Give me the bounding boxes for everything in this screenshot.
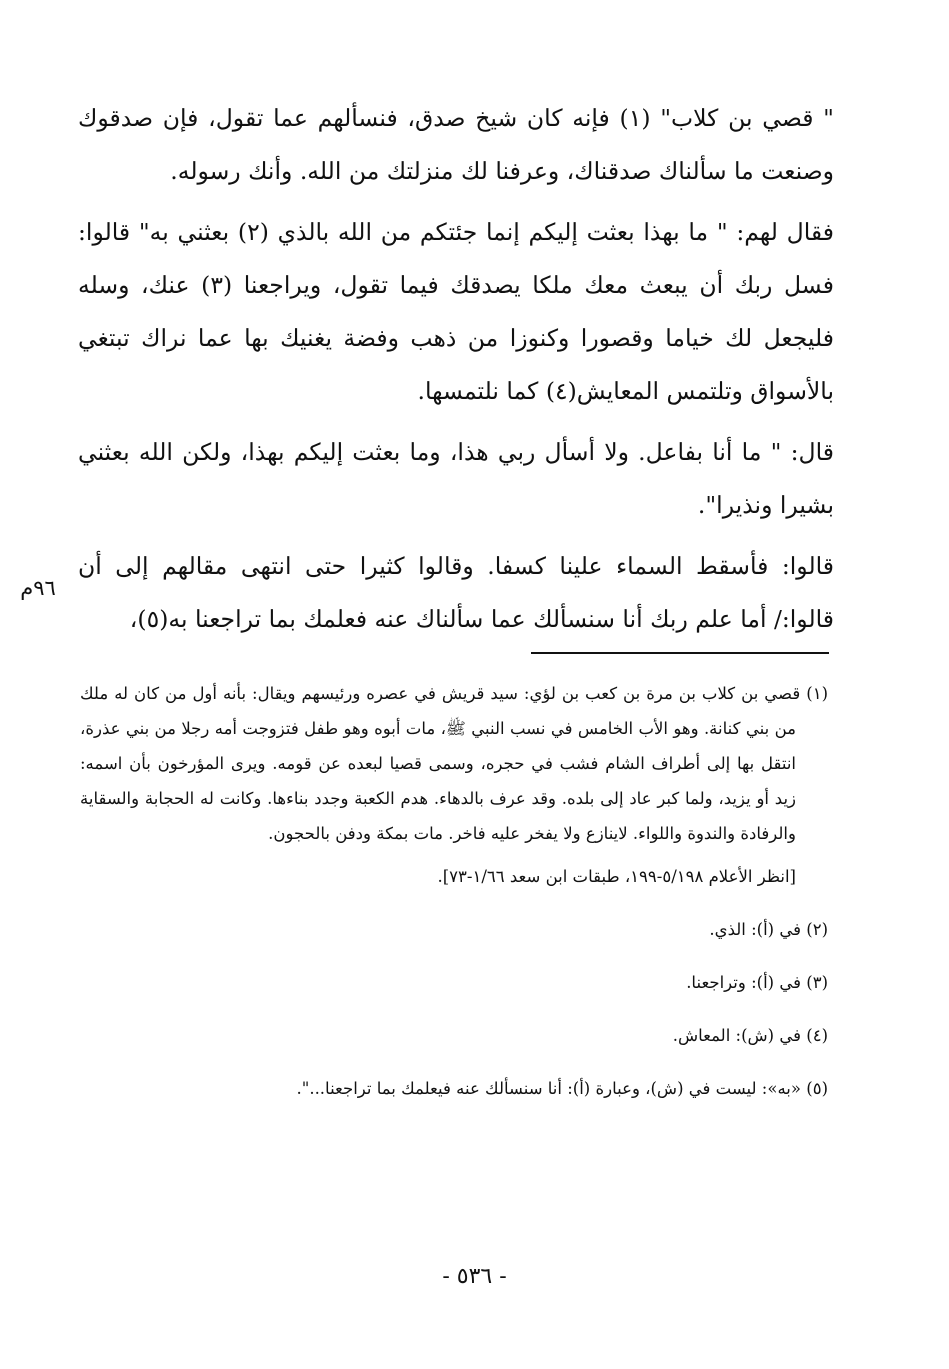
footnote-5: (٥) «به»: ليست في (ش)، وعبارة (أ): أنا سنسألك عنه فيعلمك بما تراجعنا...". [296, 1079, 828, 1098]
main-text [78, 92, 834, 646]
footnote-4: (٤) في (ش): المعاش. [672, 1026, 828, 1045]
paragraph-4: قالوا: فأسقط السماء علينا كسفا. وقالوا كثيرا حتى انتهى مقالهم إلى أن قالوا:/ أما علم ربك أنا سنسألك عما سألناك عنه فعلمك بما تراجعنا به(٥)، [78, 552, 834, 633]
paragraph-1: " قصي بن كلاب" (١) فإنه كان شيخ صدق، فنسألهم عما تقول، فإن صدقوك وصنعت ما سألناك صدقناك، وعرفنا لك منزلتك من الله. وأنك رسوله. [78, 104, 834, 185]
paragraph-3: قال: " ما أنا بفاعل. ولا أسأل ربي هذا، وما بعثت إليكم بهذا، ولكن الله بعثني بشيرا ونذيرا". [78, 438, 834, 519]
footnote-3: (٣) في (أ): وتراجعنا. [686, 973, 828, 992]
footnote-separator [531, 652, 829, 654]
footnote-1-reference: [انظر الأعلام ٥/١٩٨-١٩٩، طبقات ابن سعد ١/٦٦-٧٣]. [437, 867, 796, 886]
footnotes [80, 676, 828, 1106]
manuscript-folio-note: ٩٦م [20, 576, 56, 600]
footnote-2: (٢) في (أ): الذي. [709, 920, 828, 939]
footnote-1: (١) قصي بن كلاب بن مرة بن كعب بن لؤي: سيد قريش في عصره ورئيسهم ويقال: بأنه أول من كان له ملك من بني كنانة. وهو الأب الخامس في نسب النبي ﷺ، مات أبوه وهو طفل فتزوجت أمه رجلا من بني عذرة، انتقل بها إلى أطراف الشام فشب في حجره، وسمى قصيا لبعده عن قومه. ويرى المؤرخون بأن اسمه: زيد أو يزيد، ولما كبر عاد إلى بلده. وقد عرف بالدهاء. هدم الكعبة وجدد بناءها. وكانت له الحجابة والسقاية والرفادة والندوة واللواء. لاينازع ولا يفخر عليه فاخر. مات بمكة ودفن بالحجون. [80, 684, 828, 843]
paragraph-2: فقال لهم: " ما بهذا بعثت إليكم إنما جئتكم من الله بالذي (٢) بعثني به" قالوا: فسل ربك أن يبعث معك ملكا يصدقك فيما تقول، ويراجعنا (٣) عنك، وسله فليجعل لك خياما وقصورا وكنوزا من ذهب وفضة يغنيك بها عما نراك تبتغي بالأسواق وتلتمس المعايش(٤) كما نلتمسها. [78, 218, 835, 405]
page-number: - ٥٣٦ - [442, 1264, 507, 1289]
